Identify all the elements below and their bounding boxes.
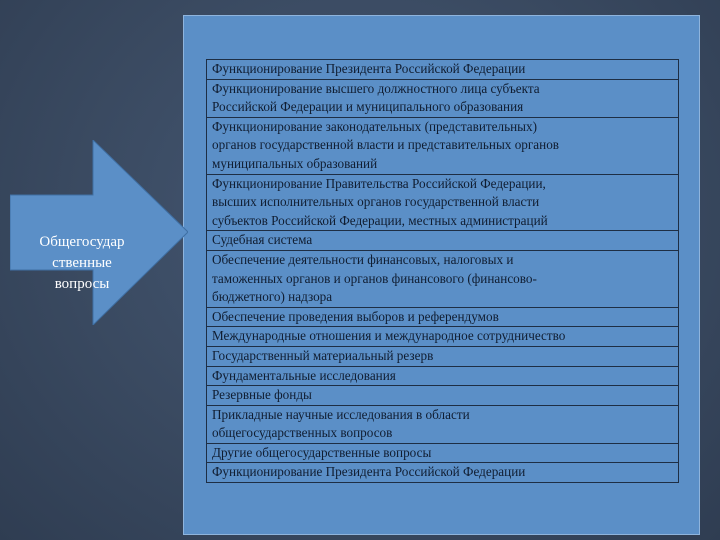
list-item: Обеспечение деятельности финансовых, налоговых и таможенных органов и органов финансового (финансово- бюджетного) надзора xyxy=(207,251,678,308)
list-item: Функционирование Президента Российской Федерации xyxy=(212,464,526,480)
list-item: Фундаментальные исследования xyxy=(207,367,678,387)
list-item: Международные отношения и международное сотрудничество xyxy=(207,327,678,347)
list-item: Государственный материальный резерв xyxy=(207,347,678,367)
arrow-label: Общегосудар ственные вопросы xyxy=(39,234,125,292)
list-item: Функционирование Правительства Российской Федерации, высших исполнительных органов государственной власти субъектов Российской Федерации, местных администраций xyxy=(207,175,678,232)
list-item: Функционирование высшего должностного лица субъекта Российской Федерации и муниципального образования xyxy=(207,80,678,118)
category-list xyxy=(206,59,679,483)
list-item: Функционирование законодательных (представительных) органов государственной власти и представительных органов муниципальных образований xyxy=(207,118,678,175)
list-item: Прикладные научные исследования в области общегосударственных вопросов xyxy=(207,406,678,444)
list-item: Функционирование Президента Российской Федерации xyxy=(207,60,678,80)
list-item: Резервные фонды xyxy=(207,386,678,406)
list-item: Другие общегосударственные вопросы xyxy=(207,444,678,464)
list-item: Судебная система xyxy=(207,231,678,251)
list-item: Обеспечение проведения выборов и референдумов xyxy=(207,308,678,328)
